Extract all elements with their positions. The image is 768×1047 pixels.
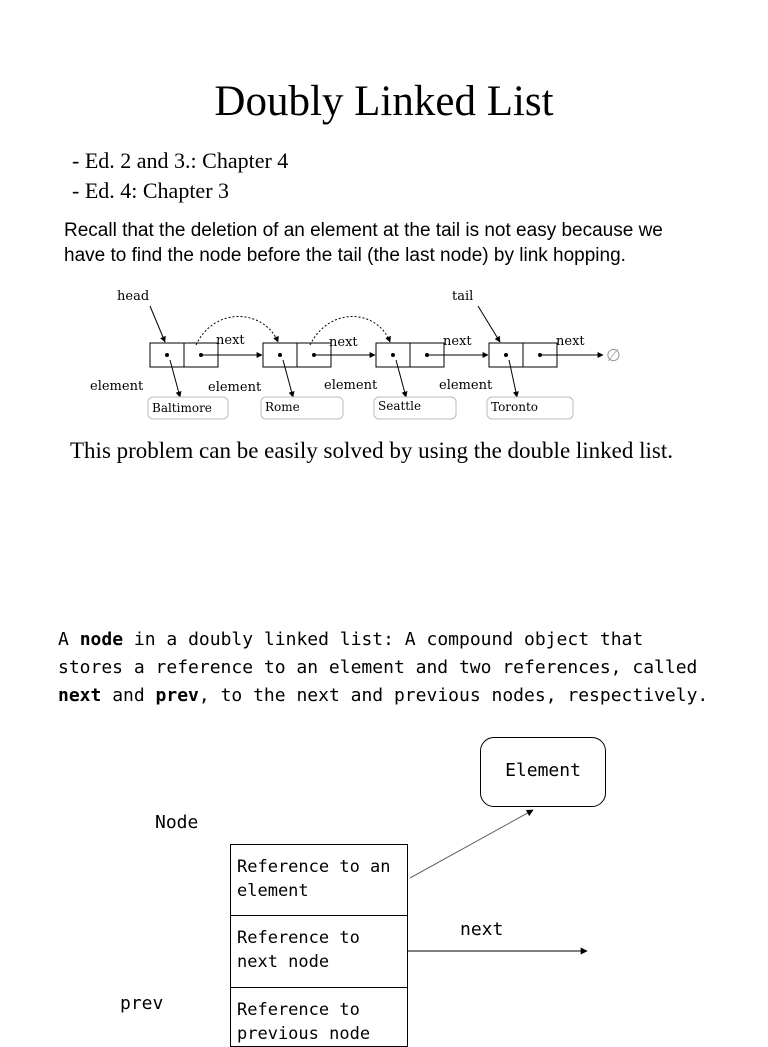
text-prefix: A — [58, 629, 80, 650]
text-suffix: in a doubly linked list: A compound object that — [123, 629, 644, 650]
next-pointer-label: next — [460, 919, 504, 940]
element-label-1: element — [90, 379, 144, 394]
text-suffix: , to the next and previous nodes, respectively. — [198, 685, 709, 706]
element-value-baltimore: Baltimore — [152, 401, 212, 415]
node-label: Node — [155, 812, 199, 833]
node-definition-line-3 — [58, 682, 708, 710]
cell-reference-element: Reference to an element — [230, 844, 408, 916]
element-value-toronto: Toronto — [491, 400, 539, 414]
recall-line-2: have to find the node before the tail (the last node) by link hopping. — [64, 245, 626, 266]
prev-pointer-label: prev — [120, 993, 164, 1014]
element-label-2: element — [208, 380, 262, 395]
problem-statement: This problem can be easily solved by using the double linked list. — [70, 438, 674, 463]
bullet-edition-2-3: - Ed. 2 and 3.: Chapter 4 — [72, 148, 289, 173]
bullet-edition-4: - Ed. 4: Chapter 3 — [72, 178, 230, 203]
keyword-node: node — [79, 629, 124, 650]
element-value-rome: Rome — [265, 400, 300, 414]
cell-reference-prev: Reference to previous node — [230, 987, 408, 1047]
recall-line-1: Recall that the deletion of an element at the tail is not easy because we — [64, 220, 663, 241]
keyword-prev: prev — [155, 685, 199, 706]
page-title: Doubly Linked List — [214, 78, 554, 125]
tail-label: tail — [452, 289, 474, 304]
next-label-3: next — [443, 334, 472, 349]
element-value-seattle: Seattle — [378, 399, 422, 413]
element-label-3: element — [324, 378, 378, 393]
text-and: and — [101, 685, 156, 706]
next-label-1: next — [216, 333, 245, 348]
element-pointer-arrow — [410, 810, 533, 878]
next-label-4: next — [556, 334, 585, 349]
keyword-next: next — [58, 685, 102, 706]
head-label: head — [117, 289, 150, 304]
element-label-4: element — [439, 378, 493, 393]
null-symbol: ∅ — [606, 346, 621, 366]
node-definition-line-2: stores a reference to an element and two references, called — [58, 657, 698, 678]
element-box: Element — [480, 737, 606, 807]
cell-reference-next: Reference to next node — [230, 915, 408, 988]
node-definition-line-1 — [58, 626, 643, 654]
singly-linked-list-diagram — [0, 0, 768, 430]
next-label-2: next — [329, 335, 358, 350]
